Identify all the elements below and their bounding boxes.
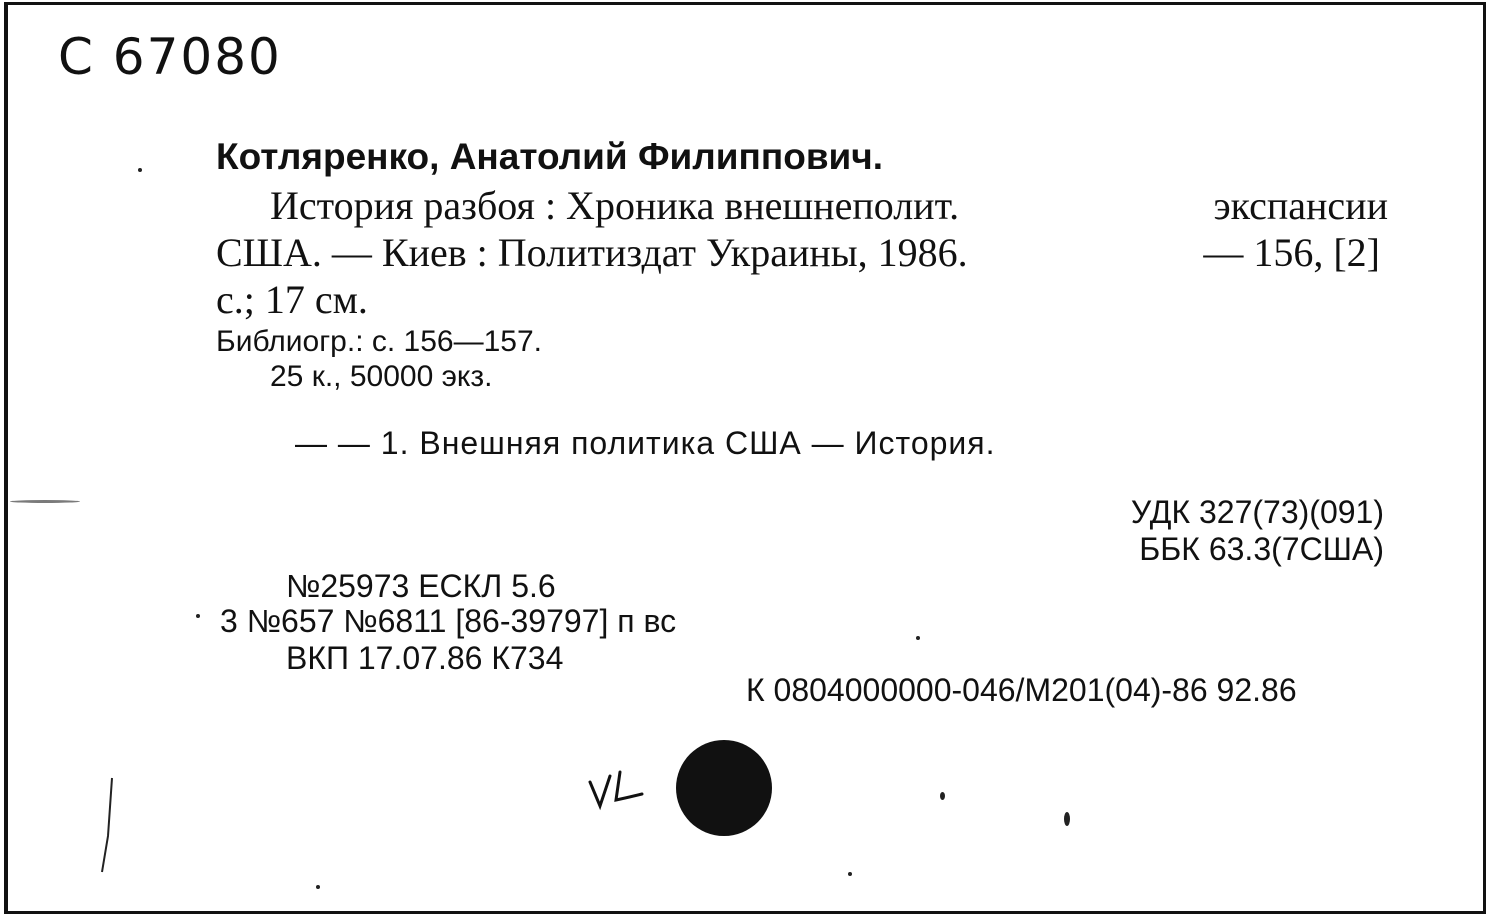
punched-hole-mark [676, 740, 772, 836]
registration-code-1: №25973 ЕСКЛ 5.6 [286, 568, 556, 604]
title-line-2-left: США. — Киев : Политиздат Украины, 1986. [216, 230, 968, 275]
price-note: 25 к., 50000 экз. [270, 360, 493, 393]
bbk-code: ББК 63.3(7США) [1139, 531, 1384, 567]
title-line-2 [216, 229, 1380, 276]
speck-mark [316, 885, 320, 889]
title-line-1 [270, 182, 1388, 229]
title-line-2-right: — 156, [2] [1203, 230, 1380, 275]
title-line-3: с.; 17 см. [216, 277, 368, 322]
speck-mark [1064, 812, 1070, 826]
pencil-stroke-mark [96, 776, 120, 876]
speck-mark [196, 614, 200, 618]
udk-code: УДК 327(73)(091) [1130, 494, 1384, 530]
registration-code-3: ВКП 17.07.86 К734 [286, 640, 564, 676]
author-heading: Котляренко, Анатолий Филиппович. [216, 136, 884, 177]
speck-mark [916, 636, 920, 640]
speck-mark [848, 872, 852, 876]
catalog-number: С 67080 [58, 28, 282, 86]
bibliography-note: Библиогр.: с. 156—157. [216, 325, 542, 358]
publisher-code: К 0804000000-046/М201(04)-86 92.86 [746, 672, 1297, 708]
subject-heading: — — 1. Внешняя политика США — История. [295, 425, 996, 461]
speck-mark [940, 792, 945, 800]
title-line-1-left: История разбоя : Хроника внешнеполит. [270, 183, 960, 228]
handwritten-mark [586, 768, 656, 812]
speck-mark [10, 500, 80, 503]
title-line-1-right: экспансии [1213, 183, 1388, 228]
speck-mark [138, 168, 142, 172]
registration-code-2: 3 №657 №6811 [86-39797] п вс [220, 603, 677, 639]
